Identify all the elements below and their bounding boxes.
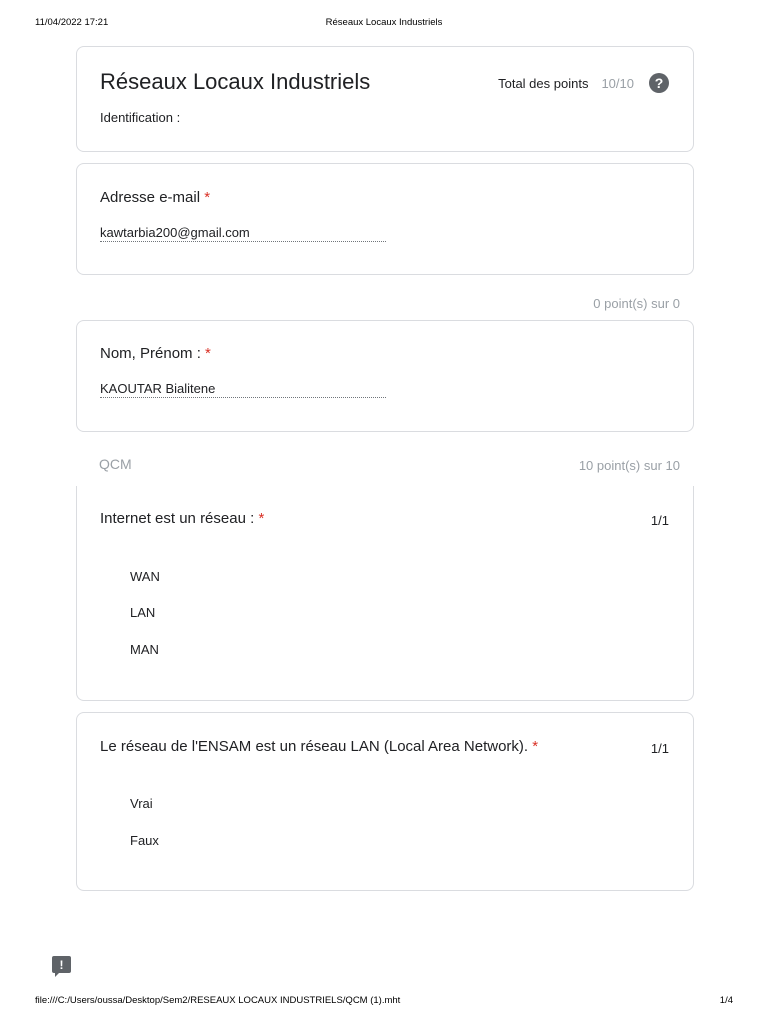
email-question-text: Adresse e-mail	[100, 189, 201, 206]
print-header	[35, 17, 733, 31]
print-footer-url: file:///C:/Users/oussa/Desktop/Sem2/RESEAUX LOCAUX INDUSTRIELS/QCM (1).mht	[35, 995, 401, 1006]
question-2-option-vrai: Vrai	[130, 796, 153, 811]
question-1-text: Internet est un réseau :	[100, 510, 255, 527]
question-2-option-faux: Faux	[130, 833, 159, 848]
question-1-label	[100, 510, 264, 527]
email-question-card	[76, 163, 694, 275]
qcm-section-title: QCM	[99, 456, 132, 472]
required-mark: *	[258, 510, 265, 527]
help-icon[interactable]: ?	[649, 73, 669, 93]
question-1-option-man: MAN	[130, 642, 159, 657]
question-1-points: 1/1	[650, 513, 669, 528]
question-2-label	[100, 738, 538, 755]
required-mark: *	[532, 738, 539, 755]
print-datetime: 11/04/2022 17:21	[35, 17, 109, 28]
form-description: Identification :	[100, 110, 181, 125]
question-2-card	[76, 712, 694, 891]
required-mark: *	[205, 345, 211, 362]
required-mark: *	[204, 189, 211, 206]
name-answer: KAOUTAR Bialitene	[100, 381, 386, 398]
question-2-points: 1/1	[650, 741, 669, 756]
name-question-label	[100, 345, 211, 362]
question-1-option-lan: LAN	[130, 605, 156, 620]
feedback-icon[interactable]: !	[52, 956, 71, 973]
question-1-card	[76, 486, 694, 701]
form-title-card	[76, 46, 694, 152]
print-doc-title: Réseaux Locaux Industriels	[325, 17, 443, 28]
total-points-score: 10/10	[601, 75, 634, 91]
question-1-option-wan: WAN	[130, 569, 160, 584]
name-question-text: Nom, Prénom :	[100, 345, 201, 362]
total-points	[498, 73, 669, 93]
total-points-label: Total des points	[498, 75, 589, 91]
question-2-text: Le réseau de l'ENSAM est un réseau LAN (Local Area Network).	[100, 738, 529, 755]
email-answer: kawtarbia200@gmail.com	[100, 225, 386, 242]
form-title: Réseaux Locaux Industriels	[100, 69, 371, 94]
email-question-label	[100, 189, 210, 206]
print-page-number: 1/4	[719, 995, 733, 1006]
name-question-card	[76, 320, 694, 432]
qcm-section-points: 10 point(s) sur 10	[578, 458, 680, 473]
identification-section-points: 0 point(s) sur 0	[593, 296, 680, 311]
